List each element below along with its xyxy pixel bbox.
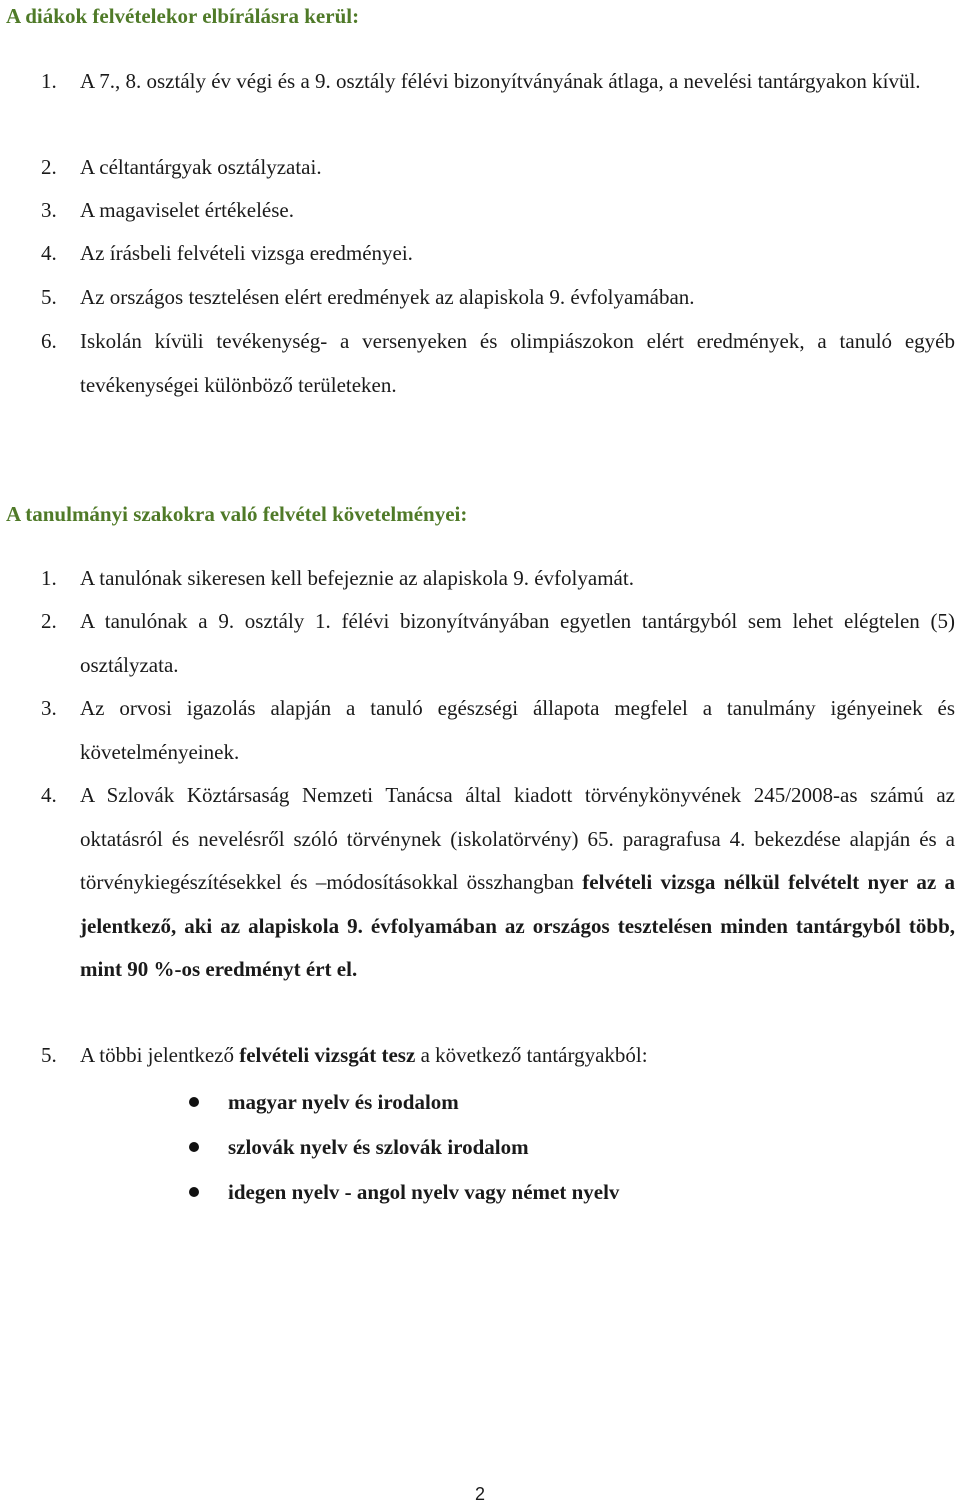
item-number: 5. [41, 285, 57, 309]
item-number: 2. [41, 609, 57, 633]
item-text: Az országos tesztelésen elért eredmények az alapiskola 9. évfolyamában. [80, 285, 695, 309]
section-heading-evaluation: A diákok felvételekor elbírálásra kerül: [6, 4, 360, 28]
list-item [0, 320, 955, 407]
subject-label: idegen nyelv - angol nyelv vagy német nyelv [228, 1180, 620, 1204]
subject-label: szlovák nyelv és szlovák irodalom [228, 1135, 529, 1159]
item-text: A céltantárgyak osztályzatai. [80, 155, 322, 179]
list-item [0, 276, 955, 320]
item-number: 3. [41, 696, 57, 720]
item-text: Az orvosi igazolás alapján a tanuló egészségi állapota megfelel a tanulmány igényeinek és követelményeinek. [80, 696, 955, 764]
list-item [0, 557, 955, 601]
item-text: A tanulónak sikeresen kell befejeznie az alapiskola 9. évfolyamát. [80, 566, 634, 590]
list-item [0, 774, 955, 992]
list-item [0, 1034, 955, 1078]
subject-list [0, 1080, 960, 1215]
item-number: 5. [41, 1043, 57, 1067]
item-text [80, 1034, 955, 1078]
subject-label: magyar nyelv és irodalom [228, 1090, 459, 1114]
item-text: A magaviselet értékelése. [80, 198, 294, 222]
list-item [0, 189, 955, 233]
subject-item [0, 1125, 960, 1170]
subject-item [0, 1080, 960, 1125]
subject-item [0, 1170, 960, 1215]
item-number: 1. [41, 566, 57, 590]
item-text: Az írásbeli felvételi vizsga eredményei. [80, 241, 413, 265]
item-number: 2. [41, 155, 57, 179]
bullet-icon [189, 1142, 199, 1152]
item-text-part: A többi jelentkező [80, 1043, 240, 1067]
item-text [80, 774, 955, 992]
item-number: 4. [41, 783, 57, 807]
item-number: 3. [41, 198, 57, 222]
item-text: A 7., 8. osztály év végi és a 9. osztály félévi bizonyítványának átlaga, a nevelési tantárgyakon kívül. [80, 69, 921, 93]
item-text-bold: felvételi vizsga nélkül felvételt nyer az a jelentkező, aki az alapiskola 9. évfolyamában az országos tesztelésen minden tantárgyból több, mint 90 %-os eredményt ért el. [80, 870, 955, 981]
item-text: Iskolán kívüli tevékenység- a versenyeken és olimpiászokon elért eredmények, a tanuló egyéb tevékenységei különböző területeken. [80, 329, 955, 397]
list-item [0, 60, 955, 104]
bullet-icon [189, 1187, 199, 1197]
item-text-bold: felvételi vizsgát tesz [239, 1043, 416, 1067]
item-text-part: a következő tantárgyakból: [415, 1043, 648, 1067]
item-text-normal: A Szlovák Köztársaság Nemzeti Tanácsa által kiadott törvénykönyvének 245/2008-as számú az oktatásról és nevelésről szóló törvénynek (iskolatörvény) 65. paragrafusa 4. bekezdése alapján és a törvénykiegészítésekkel és –módosításokkal összhangban [80, 783, 955, 894]
bullet-icon [189, 1097, 199, 1107]
item-number: 6. [41, 329, 57, 353]
item-text: A tanulónak a 9. osztály 1. félévi bizonyítványában egyetlen tantárgyból sem lehet elégtelen (5) osztályzata. [80, 609, 955, 677]
item-number: 4. [41, 241, 57, 265]
list-item [0, 687, 955, 774]
item-number: 1. [41, 69, 57, 93]
list-item [0, 232, 955, 276]
list-item [0, 600, 955, 687]
page-number: 2 [474, 1484, 485, 1504]
section-heading-requirements: A tanulmányi szakokra való felvétel követelményei: [6, 502, 468, 526]
list-item [0, 146, 955, 190]
